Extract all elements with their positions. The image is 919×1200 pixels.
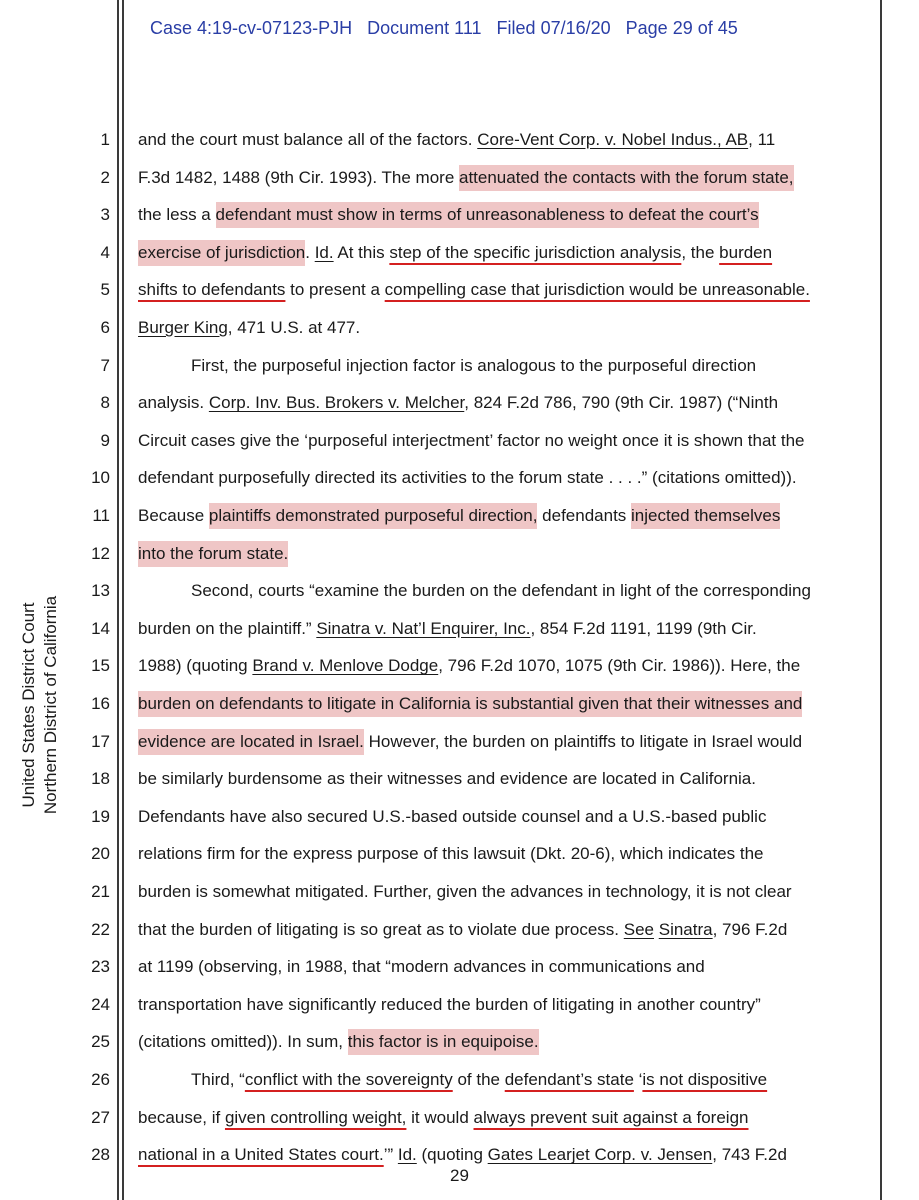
text-run: However, the burden on plaintiffs to litigate in Israel would [363, 731, 803, 751]
text-run: and the court must balance all of the factors. [138, 130, 478, 149]
line-text [138, 1070, 767, 1090]
text-run: . [305, 242, 315, 262]
pleading-line [0, 874, 919, 911]
line-number: 12 [91, 543, 110, 563]
line-number: 26 [91, 1070, 110, 1089]
line-number: 8 [100, 393, 110, 413]
text-run: , the [681, 242, 720, 262]
line-number: 25 [91, 1032, 110, 1052]
pleading-line [0, 799, 919, 836]
line-number: 24 [91, 994, 110, 1014]
text-run: , 854 F.2d 1191, 1199 (9th Cir. [530, 618, 757, 638]
line-number: 15 [91, 656, 110, 676]
pleading-line [0, 648, 919, 685]
case-citation: Sinatra [658, 919, 713, 939]
case-citation: Gates Learjet Corp. v. Jensen [487, 1145, 713, 1165]
text-run: burden on the plaintiff.” [138, 618, 317, 638]
pleading-line [0, 310, 919, 347]
line-text [138, 431, 805, 451]
text-run: Circuit cases give the ‘purposeful interjectment’ factor no weight once it is shown that the [138, 430, 805, 450]
text-run: , 824 F.2d 786, 790 (9th Cir. 1987) (“Ninth [464, 393, 779, 413]
line-text [138, 318, 360, 338]
highlighted-text: this factor is in equipoise. [348, 1029, 539, 1055]
highlighted-text: attenuated the contacts with the forum state, [459, 165, 794, 191]
line-text [138, 694, 802, 714]
pleading-line [0, 761, 919, 798]
line-number: 21 [91, 882, 110, 901]
district-name: Northern District of California [41, 595, 60, 815]
text-run: defendant purposefully directed its activities to the forum state . . . .” (citations omitted)). [138, 468, 797, 488]
pleading-line [0, 348, 919, 385]
line-number: 7 [100, 355, 110, 375]
line-text [138, 957, 705, 977]
red-underlined-text: defendant’s state [504, 1070, 634, 1089]
text-run: to present a [285, 280, 385, 300]
line-text [138, 619, 757, 639]
text-run: Third, “ [191, 1070, 245, 1089]
highlighted-text: injected themselves [631, 503, 780, 529]
case-citation: Corp. Inv. Bus. Brokers v. Melcher [208, 393, 465, 413]
line-number: 2 [100, 167, 110, 187]
pleading-line [0, 272, 919, 309]
red-underlined-text: conflict with the sovereignty [244, 1070, 453, 1089]
line-number: 28 [91, 1145, 110, 1165]
pleading-line [0, 912, 919, 949]
text-run: Defendants have also secured U.S.-based outside counsel and a U.S.-based public [138, 806, 767, 826]
page-number: 29 [450, 1166, 469, 1185]
document-number: Document 111 [367, 18, 482, 38]
line-number: 23 [91, 957, 110, 977]
pleading-line [0, 949, 919, 986]
highlighted-text: into the forum state. [138, 541, 288, 567]
pleading-line [0, 536, 919, 573]
pleading-line [0, 836, 919, 873]
text-run: of the [452, 1070, 505, 1089]
text-run: transportation have significantly reduced the burden of litigating in another country” [138, 994, 761, 1014]
case-citation: Id. [314, 242, 334, 262]
pleading-line [0, 611, 919, 648]
text-run: ‘ [633, 1070, 643, 1089]
line-text [138, 506, 780, 526]
text-run: burden is somewhat mitigated. Further, given the advances in technology, it is not clear [138, 882, 792, 901]
text-run: , 796 F.2d 1070, 1075 (9th Cir. 1986)). Here, the [438, 656, 801, 676]
highlighted-text: evidence are located in Israel. [138, 729, 364, 755]
red-underlined-text: is not dispositive [642, 1070, 768, 1089]
line-text [138, 280, 810, 300]
line-number: 18 [91, 769, 110, 789]
text-run: ’” [383, 1145, 398, 1165]
text-run: it would [406, 1107, 474, 1127]
line-text [138, 205, 759, 225]
line-number: 20 [91, 844, 110, 864]
text-run: , 471 U.S. at 477. [227, 318, 361, 337]
line-text [138, 544, 288, 564]
line-number: 9 [100, 430, 110, 450]
line-text [138, 130, 775, 150]
line-text [138, 995, 761, 1015]
line-text [138, 356, 756, 376]
red-underlined-text: step of the specific jurisdiction analysis [389, 242, 682, 262]
line-text [138, 732, 802, 752]
pleading-line [0, 385, 919, 422]
text-run: because, if [138, 1107, 225, 1127]
line-number: 11 [92, 506, 110, 525]
line-number: 22 [91, 919, 110, 939]
red-underlined-text: compelling case that jurisdiction would be unreasonable. [384, 280, 810, 300]
text-run: defendants [537, 506, 632, 525]
highlighted-text: burden on defendants to litigate in California is substantial given that their witnesses and [138, 691, 802, 717]
pleading-line [0, 1100, 919, 1137]
red-underlined-text: national in a United States court. [138, 1145, 384, 1165]
red-underlined-text: burden [719, 242, 773, 262]
line-number: 14 [91, 618, 110, 638]
pleading-line [0, 235, 919, 272]
line-number: 13 [91, 581, 110, 601]
case-citation: Burger King [138, 318, 228, 337]
text-run: 1988) (quoting [138, 656, 253, 676]
highlighted-text: defendant must show in terms of unreasonableness to defeat the court’s [216, 202, 759, 228]
line-number: 10 [91, 468, 110, 488]
line-number: 1 [100, 130, 110, 149]
text-run: At this [333, 242, 390, 262]
pleading-line [0, 724, 919, 761]
case-citation: Sinatra v. Nat’l Enquirer, Inc. [316, 618, 531, 638]
line-text [138, 807, 766, 827]
line-text [138, 920, 787, 940]
case-header [150, 18, 738, 39]
line-number: 4 [100, 242, 110, 262]
highlighted-text: exercise of jurisdiction [138, 240, 305, 266]
line-number: 6 [100, 318, 110, 337]
line-text [138, 882, 792, 902]
case-citation: Core-Vent Corp. v. Nobel Indus., AB [477, 130, 749, 149]
text-run: relations firm for the express purpose of this lawsuit (Dkt. 20-6), which indicates the [138, 844, 764, 864]
line-text [138, 468, 797, 488]
case-number: Case 4:19-cv-07123-PJH [150, 18, 353, 38]
text-run: , 796 F.2d [712, 919, 788, 939]
line-number: 17 [91, 731, 110, 751]
page-indicator: Page 29 of 45 [625, 18, 738, 38]
red-underlined-text: given controlling weight, [224, 1107, 407, 1127]
case-citation: Id. [397, 1145, 417, 1165]
text-run: be similarly burdensome as their witnesses and evidence are located in California. [138, 769, 756, 789]
text-run: (quoting [416, 1145, 488, 1165]
line-number: 27 [91, 1107, 110, 1127]
pleading-line [0, 460, 919, 497]
line-text [138, 1032, 539, 1052]
case-citation: Brand v. Menlove Dodge [252, 656, 439, 676]
text-run: that the burden of litigating is so great as to violate due process. [138, 919, 624, 939]
text-run: the less a [138, 205, 216, 225]
pleading-line [0, 1062, 919, 1099]
line-text [138, 1145, 787, 1165]
line-text [138, 1108, 749, 1128]
text-run: , 11 [748, 130, 776, 149]
line-text [138, 844, 764, 864]
red-underlined-text: always prevent suit against a foreign [473, 1107, 749, 1127]
pleading-line [0, 498, 919, 535]
pleading-line [0, 122, 919, 159]
pleading-line [0, 987, 919, 1024]
pleading-line [0, 686, 919, 723]
line-number: 3 [100, 205, 110, 225]
text-run: Second, courts “examine the burden on the defendant in light of the corresponding [191, 581, 811, 601]
text-run: analysis. [138, 393, 209, 413]
line-number: 16 [91, 694, 110, 713]
pleading-line [0, 423, 919, 460]
line-text [138, 656, 800, 676]
line-text [138, 243, 772, 263]
text-run: F.3d 1482, 1488 (9th Cir. 1993). The more [138, 167, 459, 187]
pleading-line [0, 1024, 919, 1061]
text-run: First, the purposeful injection factor is analogous to the purposeful direction [191, 355, 757, 375]
pleading-line [0, 573, 919, 610]
pleading-line [0, 197, 919, 234]
text-run: Because [138, 506, 209, 525]
text-run: at 1199 (observing, in 1988, that “modern advances in communications and [138, 957, 705, 977]
line-number: 5 [100, 280, 110, 300]
court-name: United States District Court [19, 602, 38, 808]
line-text [138, 581, 811, 601]
line-text [138, 769, 756, 789]
filed-date: Filed 07/16/20 [496, 18, 611, 38]
line-number: 19 [91, 806, 110, 826]
line-text [138, 393, 778, 413]
pleading-line [0, 160, 919, 197]
text-run: (citations omitted)). In sum, [138, 1032, 348, 1052]
text-run: , 743 F.2d [712, 1145, 787, 1165]
red-underlined-text: shifts to defendants [138, 280, 286, 300]
line-text [138, 168, 794, 188]
highlighted-text: plaintiffs demonstrated purposeful direction, [209, 503, 538, 529]
case-citation: See [623, 919, 654, 939]
